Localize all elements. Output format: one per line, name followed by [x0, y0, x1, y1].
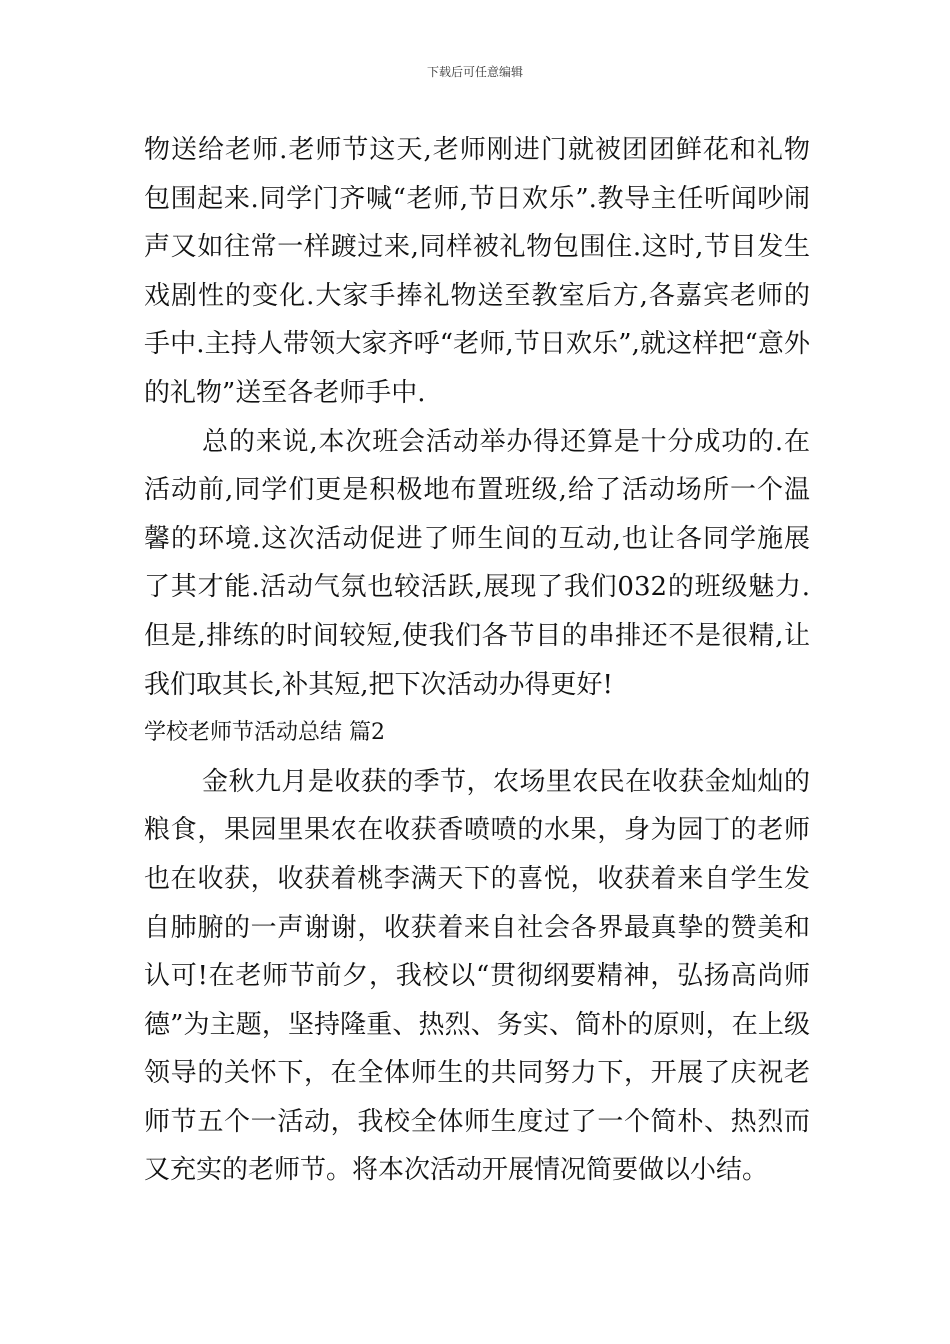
paragraph-2: 总的来说,本次班会活动举办得还算是十分成功的.在活动前,同学们更是积极地布置班级,给了活动场所一个温馨的环境.这次活动促进了师生间的互动,也让各同学施展了其才能.活动气氛也较活跃,展现了我们032的班级魅力.但是,排练的时间较短,使我们各节目的串排还不是很精,让我们取其长,补其短,把下次活动办得更好! — [144, 426, 810, 700]
paragraph-3: 金秋九月是收获的季节，农场里农民在收获金灿灿的粮食，果园里果农在收获香喷喷的水果，身为园丁的老师也在收获，收获着桃李满天下的喜悦，收获着来自学生发自肺腑的一声谢谢，收获着来自社会各界最真挚的赞美和认可!在老师节前夕，我校以“贯彻纲要精神，弘扬高尚师德”为主题，坚持隆重、热烈、务实、简朴的原则，在上级领导的关怀下，在全体师生的共同努力下，开展了庆祝老师节五个一活动，我校全体师生度过了一个简朴、热烈而又充实的老师节。将本次活动开展情况简要做以小结。 — [144, 766, 810, 1186]
page-header-note: 下载后可任意编辑 — [426, 65, 523, 79]
document-body — [144, 126, 810, 1195]
section-heading: 学校老师节活动总结 篇2 — [144, 720, 385, 746]
paragraph-1: 物送给老师.老师节这天,老师刚进门就被团团鲜花和礼物包围起来.同学门齐喊“老师,节日欢乐”.教导主任听闻吵闹声又如往常一样踱过来,同样被礼物包围住.这时,节目发生戏剧性的变化.大家手捧礼物送至教室后方,各嘉宾老师的手中.主持人带领大家齐呼“老师,节日欢乐”,就这样把“意外的礼物”送至各老师手中. — [144, 135, 810, 408]
